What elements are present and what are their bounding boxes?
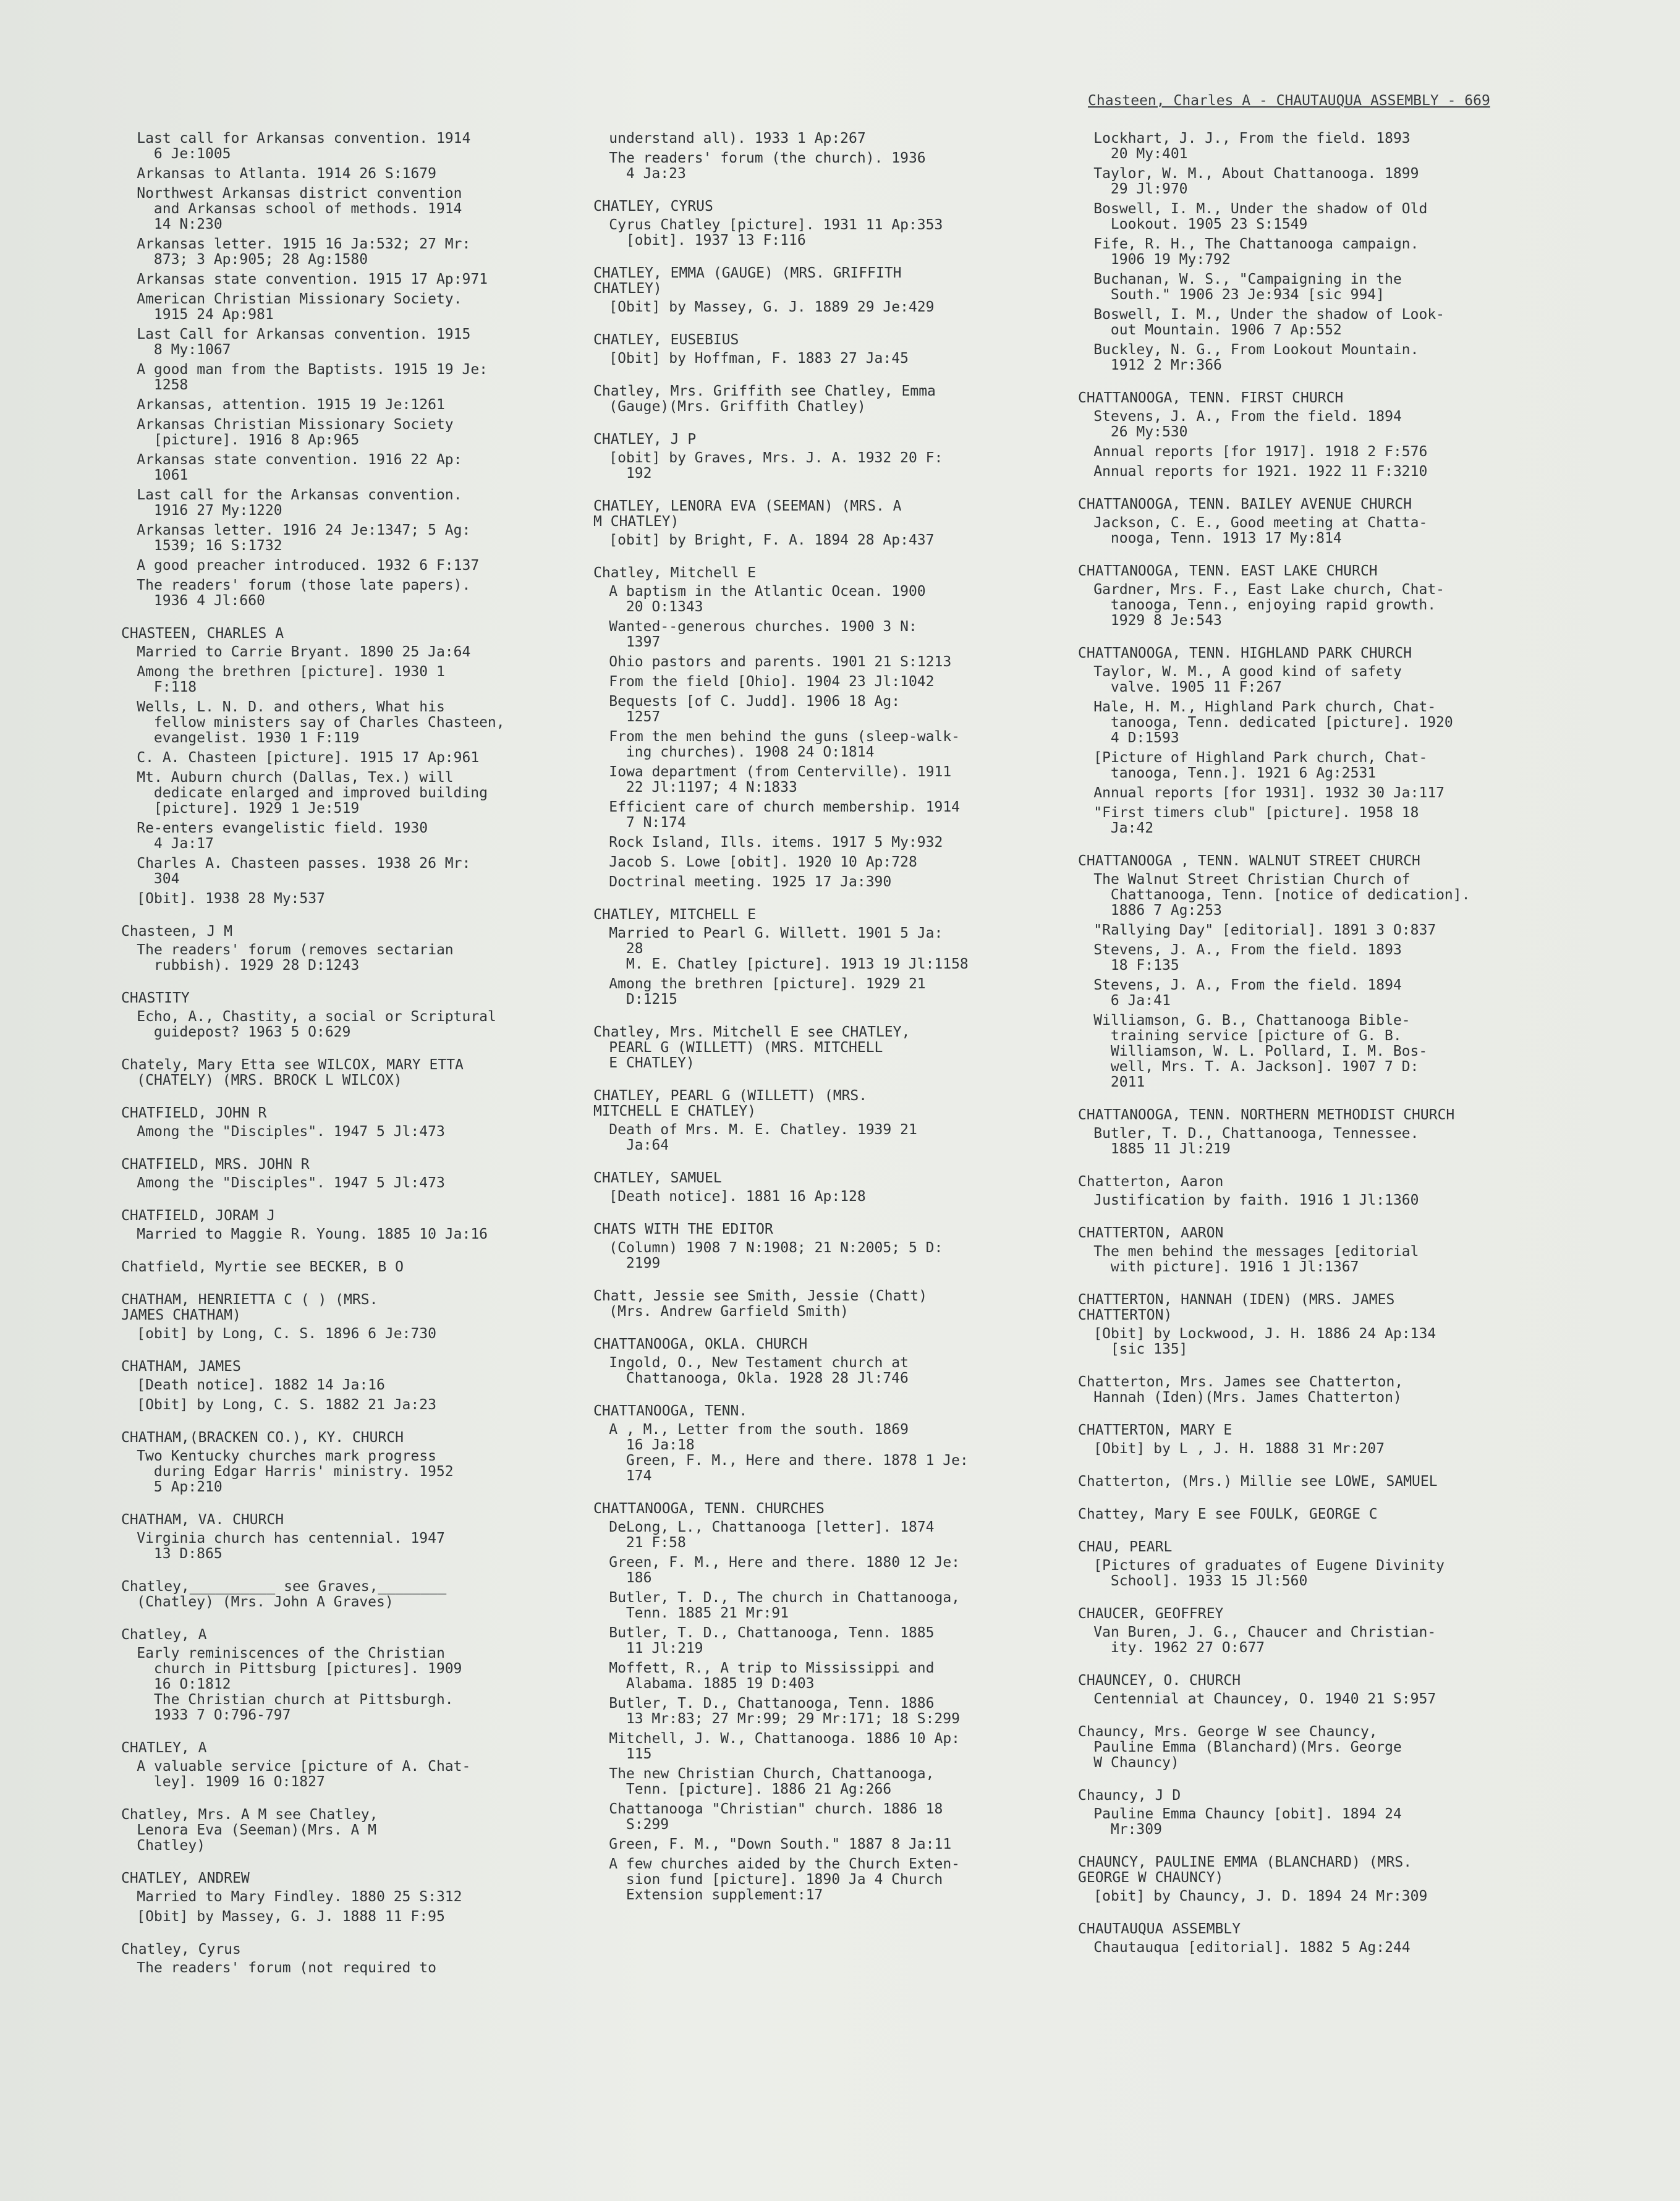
citation: Among the brethren [picture]. 1929 21 D:1215	[609, 976, 926, 1007]
citation: Justification by faith. 1916 1 Jl:1360	[1093, 1192, 1419, 1208]
entry-heading: Chately, Mary Etta see WILCOX, MARY ETTA (CHATELY) (MRS. BROCK L WILCOX)	[121, 1057, 464, 1088]
index-entry	[1078, 1855, 1560, 1904]
citation: [Obit] by Lockwood, J. H. 1886 24 Ap:134 [sic 135]	[1093, 1326, 1436, 1357]
index-entry	[121, 1260, 566, 1275]
citation: Arkansas Christian Missionary Society [picture]. 1916 8 Ap:965	[137, 417, 454, 448]
citation: Among the "Disciples". 1947 5 Jl:473	[137, 1124, 445, 1140]
citation: Arkansas letter. 1915 16 Ja:532; 27 Mr: 873; 3 Ap:905; 28 Ag:1580	[137, 236, 471, 268]
entry-heading: CHASTEEN, CHARLES A	[121, 626, 284, 642]
entry-heading: Chatterton, Aaron	[1078, 1174, 1224, 1190]
index-entry	[593, 131, 1038, 182]
entry-heading: Chatley, Mrs. A M see Chatley, Lenora Eva (Seeman)(Mrs. A M Chatley)	[121, 1807, 378, 1854]
index-entry	[1078, 1474, 1560, 1490]
citation: Northwest Arkansas district convention and Arkansas school of methods. 1914 14 N:230	[137, 185, 462, 232]
citation: Arkansas, attention. 1915 19 Je:1261	[137, 397, 445, 413]
citation: Arkansas to Atlanta. 1914 26 S:1679	[137, 166, 436, 182]
citation: The men behind the messages [editorial with picture]. 1916 1 Jl:1367	[1093, 1244, 1419, 1275]
entry-heading: CHATTANOOGA, TENN. EAST LAKE CHURCH	[1078, 563, 1378, 579]
index-entry	[593, 1171, 1038, 1205]
citation: From the men behind the guns (sleep-walk- ing churches). 1908 24 O:1814	[609, 729, 961, 760]
entry-heading: CHATS WITH THE EDITOR	[593, 1221, 773, 1237]
citation: Boswell, I. M., Under the shadow of Look- out Mountain. 1906 7 Ap:552	[1093, 307, 1445, 338]
citation: Williamson, G. B., Chattanooga Bible- training service [picture of G. B. Williamson, W. L. Pollard, I. M. Bos- well, Mrs. T. A. Jackson]. 1907 7 D: 2011	[1093, 1012, 1428, 1090]
index-entry	[1078, 1788, 1560, 1838]
entry-heading: CHATTANOOGA, TENN. FIRST CHURCH	[1078, 390, 1344, 406]
citation: Last call for the Arkansas convention. 1916 27 My:1220	[137, 487, 462, 519]
citation: Stevens, J. A., From the field. 1893 18 F:135	[1093, 942, 1402, 973]
running-header: Chasteen, Charles A - CHAUTAUQUA ASSEMBLY - 669	[1088, 93, 1490, 109]
citation: [obit] by Chauncy, J. D. 1894 24 Mr:309	[1093, 1888, 1428, 1904]
citation: [Obit] by Hoffman, F. 1883 27 Ja:45	[609, 350, 909, 367]
entry-heading: CHATTANOOGA, TENN. BAILEY AVENUE CHURCH	[1078, 496, 1412, 512]
citation: The readers' forum (those late papers). 1936 4 Jl:660	[137, 577, 471, 609]
index-entry	[593, 499, 1038, 548]
citation: Re-enters evangelistic field. 1930 4 Ja:17	[137, 820, 428, 852]
entry-heading: CHATHAM, VA. CHURCH	[121, 1512, 284, 1528]
citation: "Rallying Day" [editorial]. 1891 3 O:837	[1093, 922, 1436, 938]
index-entry	[593, 1222, 1038, 1271]
entry-heading: CHATTANOOGA, TENN.	[593, 1403, 748, 1419]
entry-heading: CHATTANOOGA , TENN. WALNUT STREET CHURCH	[1078, 853, 1420, 869]
citation: The new Christian Church, Chattanooga, Tenn. [picture]. 1886 21 Ag:266	[609, 1766, 935, 1797]
citation: Centennial at Chauncey, O. 1940 21 S:957	[1093, 1691, 1436, 1707]
entry-heading: CHAUNCEY, O. CHURCH	[1078, 1673, 1241, 1689]
citation: Chattanooga "Christian" church. 1886 18 S:299	[609, 1801, 943, 1833]
index-entry	[1078, 1174, 1560, 1208]
citation: Butler, T. D., Chattanooga, Tenn. 1886 13 Mr:83; 27 Mr:99; 29 Mr:171; 18 S:299	[609, 1695, 960, 1727]
citation: Boswell, I. M., Under the shadow of Old Lookout. 1905 23 S:1549	[1093, 201, 1428, 232]
index-entry	[1078, 1540, 1560, 1589]
index-entry	[1078, 1922, 1560, 1956]
entry-heading: CHATTANOOGA, OKLA. CHURCH	[593, 1336, 808, 1352]
entry-heading: CHATLEY, ANDREW	[121, 1870, 250, 1886]
index-entry	[1078, 1108, 1560, 1157]
citation: Wanted--generous churches. 1900 3 N: 1397	[609, 619, 917, 650]
entry-heading: Chatterton, (Mrs.) Millie see LOWE, SAMUEL	[1078, 1474, 1438, 1490]
citation: Annual reports [for 1931]. 1932 30 Ja:117	[1093, 785, 1445, 801]
citation: A good preacher introduced. 1932 6 F:137	[137, 558, 480, 574]
citation: Early reminiscences of the Christian church in Pittsburg [pictures]. 1909 16 O:1812 The Christian church at Pittsburgh. 1933 7 O:796-797	[137, 1645, 462, 1723]
citation: Wells, L. N. D. and others, What his fellow ministers say of Charles Chasteen, evangelist. 1930 1 F:119	[137, 699, 505, 746]
citation: A baptism in the Atlantic Ocean. 1900 20 O:1343	[609, 583, 926, 615]
citation: [obit] by Long, C. S. 1896 6 Je:730	[137, 1326, 436, 1342]
index-entry	[121, 1807, 566, 1854]
entry-heading: CHATFIELD, MRS. JOHN R	[121, 1156, 310, 1173]
citation: Butler, T. D., The church in Chattanooga, Tenn. 1885 21 Mr:91	[609, 1590, 961, 1621]
citation: (Column) 1908 7 N:1908; 21 N:2005; 5 D: 2199	[609, 1240, 943, 1271]
index-entry	[121, 1292, 566, 1342]
entry-heading: Chatley, Mitchell E	[593, 565, 757, 581]
index-entry	[121, 1871, 566, 1925]
index-entry	[1078, 1423, 1560, 1457]
entry-heading: CHATLEY, CYRUS	[593, 198, 713, 214]
entry-heading: Chatley, Mrs. Griffith see Chatley, Emma (Gauge)(Mrs. Griffith Chatley)	[593, 383, 936, 415]
index-entry	[593, 1289, 1038, 1320]
entry-heading: Chasteen, J M	[121, 923, 233, 939]
citation: Among the "Disciples". 1947 5 Jl:473	[137, 1175, 445, 1191]
entry-heading: CHATFIELD, JOHN R	[121, 1105, 267, 1121]
citation: [Obit] by L , J. H. 1888 31 Mr:207	[1093, 1441, 1385, 1457]
citation: Last Call for Arkansas convention. 1915 8 My:1067	[137, 326, 471, 358]
citation: [obit] by Graves, Mrs. J. A. 1932 20 F: 192	[609, 450, 943, 481]
entry-heading: CHATHAM, HENRIETTA C ( ) (MRS. JAMES CHATHAM)	[121, 1292, 378, 1323]
citation: Pauline Emma Chauncy [obit]. 1894 24 Mr:309	[1093, 1806, 1402, 1838]
citation: Butler, T. D., Chattanooga, Tennessee. 1885 11 Jl:219	[1093, 1126, 1419, 1157]
citation: [Obit] by Massey, G. J. 1888 11 F:95	[137, 1909, 445, 1925]
citation: C. A. Chasteen [picture]. 1915 17 Ap:961	[137, 750, 480, 766]
entry-heading: CHATLEY, PEARL G (WILLETT) (MRS. MITCHELL E CHATLEY)	[593, 1088, 868, 1119]
citation: A good man from the Baptists. 1915 19 Je: 1258	[137, 362, 488, 393]
entry-heading: CHATTERTON, MARY E	[1078, 1422, 1232, 1438]
entry-heading: CHATHAM,(BRACKEN CO.), KY. CHURCH	[121, 1430, 404, 1446]
citation: Stevens, J. A., From the field. 1894 26 My:530	[1093, 409, 1402, 440]
citation: Iowa department (from Centerville). 1911 22 Jl:1197; 4 N:1833	[609, 764, 952, 795]
index-entry	[121, 1058, 566, 1088]
citation: Taylor, W. M., A good kind of safety valve. 1905 11 F:267	[1093, 664, 1402, 695]
citation: Last call for Arkansas convention. 1914 6 Je:1005	[137, 131, 471, 162]
index-entry	[1078, 646, 1560, 836]
citation: A valuable service [picture of A. Chat- ley]. 1909 16 O:1827	[137, 1758, 471, 1790]
index-entry	[1078, 564, 1560, 629]
index-entry	[593, 333, 1038, 367]
index-entry	[121, 1942, 566, 1976]
citation: Jacob S. Lowe [obit]. 1920 10 Ap:728	[609, 854, 917, 870]
index-entry	[1078, 131, 1560, 373]
index-entry	[1078, 1507, 1560, 1522]
index-entry	[593, 266, 1038, 315]
index-entry	[121, 1627, 566, 1723]
citation: Van Buren, J. G., Chaucer and Christian- ity. 1962 27 O:677	[1093, 1624, 1436, 1656]
citation: Arkansas state convention. 1915 17 Ap:971	[137, 271, 488, 287]
entry-heading: Chatley, Cyrus	[121, 1941, 241, 1957]
entry-heading: Chatt, Jessie see Smith, Jessie (Chatt) (Mrs. Andrew Garfield Smith)	[593, 1288, 928, 1320]
citation: Hale, H. M., Highland Park church, Chat- tanooga, Tenn. dedicated [picture]. 1920 4 D:1593	[1093, 699, 1453, 746]
citation: [Obit] by Massey, G. J. 1889 29 Je:429	[609, 299, 935, 315]
index-entry	[1078, 854, 1560, 1090]
index-entry	[593, 907, 1038, 1007]
index-entry	[593, 1025, 1038, 1071]
index-entry	[1078, 1673, 1560, 1707]
index-entry	[121, 1106, 566, 1140]
citation: [Obit]. 1938 28 My:537	[137, 891, 325, 907]
citation: [Obit] by Long, C. S. 1882 21 Ja:23	[137, 1397, 436, 1413]
index-entry	[593, 1501, 1038, 1903]
entry-heading: CHAUTAUQUA ASSEMBLY	[1078, 1921, 1241, 1937]
entry-heading: CHATTERTON, AARON	[1078, 1225, 1224, 1241]
citation: Mt. Auburn church (Dallas, Tex.) will dedicate enlarged and improved building [picture]. 1929 1 Je:519	[137, 770, 488, 816]
citation: The Walnut Street Christian Church of Chattanooga, Tenn. [notice of dedication]. 1886 7 Ag:253	[1093, 871, 1470, 918]
index-entry	[121, 1430, 566, 1495]
citation: Stevens, J. A., From the field. 1894 6 Ja:41	[1093, 977, 1402, 1009]
citation: Mitchell, J. W., Chattanooga. 1886 10 Ap: 115	[609, 1731, 961, 1762]
index-entry	[593, 1088, 1038, 1153]
citation: Ohio pastors and parents. 1901 21 S:1213	[609, 654, 952, 670]
citation: DeLong, L., Chattanooga [letter]. 1874 21 F:58	[609, 1519, 935, 1551]
entry-heading: CHATFIELD, JORAM J	[121, 1208, 276, 1224]
citation: From the field [Ohio]. 1904 23 Jl:1042	[609, 674, 935, 690]
entry-heading: Chatley, Mrs. Mitchell E see CHATLEY, PEARL G (WILLETT) (MRS. MITCHELL E CHATLEY)	[593, 1024, 910, 1071]
entry-heading: Chatfield, Myrtie see BECKER, B O	[121, 1259, 404, 1275]
citation: [Death notice]. 1882 14 Ja:16	[137, 1377, 385, 1393]
citation: Echo, A., Chastity, a social or Scriptural guidepost? 1963 5 O:629	[137, 1009, 496, 1040]
entry-heading: Chatley,__________ see Graves,________ (Chatley) (Mrs. John A Graves)	[121, 1579, 447, 1610]
entry-heading: Chattey, Mary E see FOULK, GEORGE C	[1078, 1506, 1378, 1522]
index-entry	[121, 1741, 566, 1790]
index-entry	[593, 566, 1038, 890]
citation: Annual reports [for 1917]. 1918 2 F:576	[1093, 444, 1428, 460]
citation: Lockhart, J. J., From the field. 1893 20 My:401	[1093, 131, 1411, 162]
citation: Two Kentucky churches mark progress during Edgar Harris' ministry. 1952 5 Ap:210	[137, 1448, 454, 1495]
entry-heading: CHASTITY	[121, 990, 190, 1006]
citation: Married to Mary Findley. 1880 25 S:312	[137, 1889, 462, 1905]
citation: Rock Island, Ills. items. 1917 5 My:932	[609, 834, 943, 850]
index-entry	[1078, 1226, 1560, 1275]
entry-heading: CHATLEY, EMMA (GAUGE) (MRS. GRIFFITH CHATLEY)	[593, 265, 902, 297]
entry-heading: Chauncy, J D	[1078, 1788, 1181, 1804]
citation: Buckley, N. G., From Lookout Mountain. 1912 2 Mr:366	[1093, 342, 1419, 373]
citation: Chautauqua [editorial]. 1882 5 Ag:244	[1093, 1940, 1411, 1956]
entry-heading: Chatley, A	[121, 1627, 207, 1643]
citation: The readers' forum (not required to	[137, 1960, 436, 1976]
citation: Virginia church has centennial. 1947 13 D:865	[137, 1530, 445, 1562]
citation: Fife, R. H., The Chattanooga campaign. 1906 19 My:792	[1093, 236, 1419, 268]
index-entry	[121, 1512, 566, 1562]
entry-heading: Chatterton, Mrs. James see Chatterton, Hannah (Iden)(Mrs. James Chatterton)	[1078, 1374, 1404, 1406]
index-entry	[121, 131, 566, 609]
citation: Death of Mrs. M. E. Chatley. 1939 21 Ja:64	[609, 1122, 917, 1153]
citation: Moffett, R., A trip to Mississippi and Alabama. 1885 19 D:403	[609, 1660, 935, 1692]
citation: Doctrinal meeting. 1925 17 Ja:390	[609, 874, 892, 890]
citation: Among the brethren [picture]. 1930 1 F:118	[137, 664, 445, 695]
citation: Charles A. Chasteen passes. 1938 26 Mr: 304	[137, 855, 471, 887]
citation: Taylor, W. M., About Chattanooga. 1899 29 Jl:970	[1093, 166, 1419, 197]
citation: understand all). 1933 1 Ap:267	[609, 131, 866, 146]
index-entry	[1078, 497, 1560, 546]
citation: A few churches aided by the Church Exten- sion fund [picture]. 1890 Ja 4 Church Extension supplement:17	[609, 1856, 961, 1903]
entry-heading: CHATLEY, J P	[593, 431, 697, 447]
index-column-3	[1078, 131, 1560, 2171]
index-entry	[593, 1404, 1038, 1484]
index-entry	[121, 1359, 566, 1413]
index-entry	[121, 991, 566, 1040]
index-entry	[121, 1208, 566, 1242]
citation: The readers' forum (removes sectarian rubbish). 1929 28 D:1243	[137, 942, 454, 973]
entry-heading: CHATLEY, SAMUEL	[593, 1170, 722, 1186]
citation: Gardner, Mrs. F., East Lake church, Chat- tanooga, Tenn., enjoying rapid growth. 1929 8 Je:543	[1093, 582, 1445, 629]
citation: Bequests [of C. Judd]. 1906 18 Ag: 1257	[609, 693, 901, 725]
index-entry	[121, 1157, 566, 1191]
citation: Cyrus Chatley [picture]. 1931 11 Ap:353 [obit]. 1937 13 F:116	[609, 217, 943, 248]
citation: Married to Carrie Bryant. 1890 25 Ja:64	[137, 644, 471, 660]
citation: "First timers club" [picture]. 1958 18 Ja:42	[1093, 805, 1419, 836]
citation: [Death notice]. 1881 16 Ap:128	[609, 1189, 866, 1205]
citation: American Christian Missionary Society. 1915 24 Ap:981	[137, 291, 462, 323]
citation: Annual reports for 1921. 1922 11 F:3210	[1093, 464, 1428, 480]
citation: Efficient care of church membership. 1914 7 N:174	[609, 799, 961, 831]
citation: Buchanan, W. S., "Campaigning in the South." 1906 23 Je:934 [sic 994]	[1093, 271, 1402, 303]
index-column-1	[121, 131, 566, 2171]
citation: The readers' forum (the church). 1936 4 Ja:23	[609, 150, 926, 182]
citation: Green, F. M., Here and there. 1880 12 Je: 186	[609, 1554, 961, 1586]
entry-heading: CHATLEY, A	[121, 1740, 207, 1756]
entry-heading: CHAU, PEARL	[1078, 1539, 1173, 1555]
entry-heading: CHATTANOOGA, TENN. HIGHLAND PARK CHURCH	[1078, 645, 1412, 661]
entry-heading: CHAUNCY, PAULINE EMMA (BLANCHARD) (MRS. GEORGE W CHAUNCY)	[1078, 1854, 1412, 1886]
index-entry	[1078, 1292, 1560, 1357]
entry-heading: CHATTERTON, HANNAH (IDEN) (MRS. JAMES CHATTERTON)	[1078, 1292, 1395, 1323]
citation: [Picture of Highland Park church, Chat- tanooga, Tenn.]. 1921 6 Ag:2531	[1093, 750, 1428, 781]
citation: A , M., Letter from the south. 1869 16 Ja:18 Green, F. M., Here and there. 1878 1 Je: 174	[609, 1422, 969, 1484]
entry-heading: CHATLEY, EUSEBIUS	[593, 332, 739, 348]
index-column-2	[593, 131, 1038, 2171]
entry-heading: CHATHAM, JAMES	[121, 1359, 241, 1375]
citation: Married to Maggie R. Young. 1885 10 Ja:16	[137, 1226, 488, 1242]
index-entry	[593, 432, 1038, 481]
index-entry	[121, 1579, 566, 1610]
citation: Jackson, C. E., Good meeting at Chatta- nooga, Tenn. 1913 17 My:814	[1093, 515, 1428, 546]
index-entry	[593, 1337, 1038, 1386]
citation: Arkansas letter. 1916 24 Je:1347; 5 Ag: 1539; 16 S:1732	[137, 522, 471, 554]
citation: Green, F. M., "Down South." 1887 8 Ja:11	[609, 1836, 952, 1852]
index-entry	[1078, 391, 1560, 480]
entry-heading: CHATTANOOGA, TENN. CHURCHES	[593, 1501, 825, 1517]
index-entry	[1078, 1724, 1560, 1771]
citation: [obit] by Bright, F. A. 1894 28 Ap:437	[609, 532, 935, 548]
index-entry	[1078, 1606, 1560, 1656]
citation: Ingold, O., New Testament church at Chattanooga, Okla. 1928 28 Jl:746	[609, 1355, 909, 1386]
entry-heading: CHATLEY, LENORA EVA (SEEMAN) (MRS. A M CHATLEY)	[593, 498, 902, 530]
index-entry	[121, 924, 566, 973]
citation: Arkansas state convention. 1916 22 Ap: 1061	[137, 452, 462, 483]
index-entry	[593, 384, 1038, 415]
entry-heading: CHAUCER, GEOFFREY	[1078, 1606, 1224, 1622]
index-entry	[593, 199, 1038, 248]
citation: Married to Pearl G. Willett. 1901 5 Ja: 28 M. E. Chatley [picture]. 1913 19 Jl:1158	[609, 925, 969, 972]
citation: [Pictures of graduates of Eugene Divinity School]. 1933 15 Jl:560	[1093, 1558, 1445, 1589]
citation: Butler, T. D., Chattanooga, Tenn. 1885 11 Jl:219	[609, 1625, 935, 1656]
entry-heading: CHATTANOOGA, TENN. NORTHERN METHODIST CHURCH	[1078, 1107, 1455, 1123]
entry-heading: Chauncy, Mrs. George W see Chauncy, Pauline Emma (Blanchard)(Mrs. George W Chauncy)	[1078, 1724, 1402, 1771]
index-entry	[1078, 1375, 1560, 1406]
index-entry	[121, 626, 566, 907]
entry-heading: CHATLEY, MITCHELL E	[593, 907, 757, 923]
